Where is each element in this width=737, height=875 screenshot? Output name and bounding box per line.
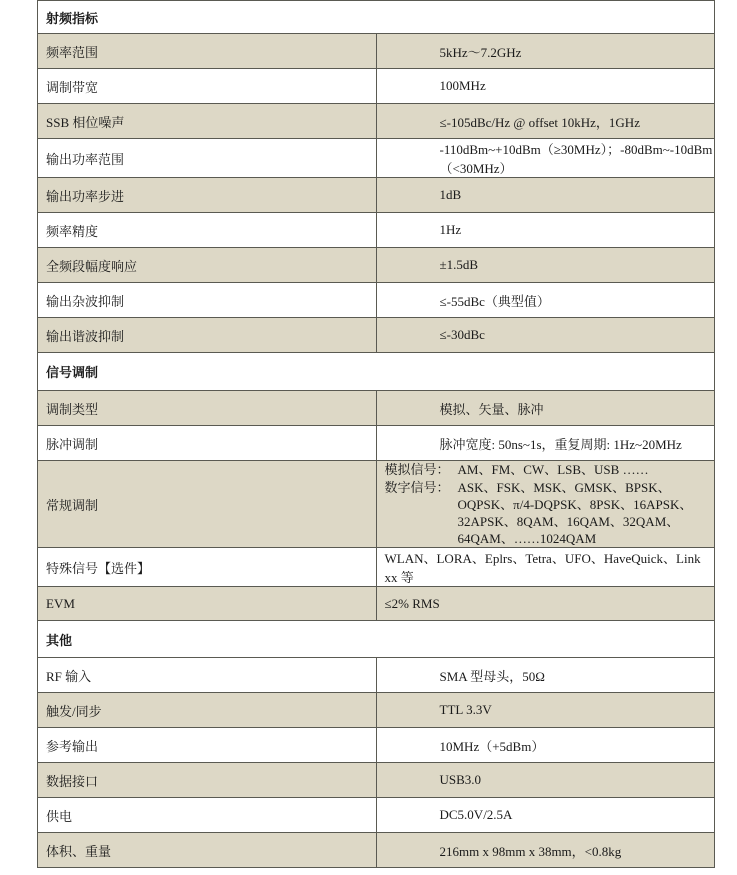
row-label: 全频段幅度响应 <box>38 248 377 283</box>
row-label: EVM <box>38 587 377 621</box>
table-row <box>38 658 715 693</box>
table-row <box>38 728 715 763</box>
table-row <box>38 213 715 248</box>
row-value: TTL 3.3V <box>376 693 715 728</box>
row-value: ≤-105dBc/Hz @ offset 10kHz，1GHz <box>376 104 715 139</box>
analog-signal-label: 模拟信号： <box>384 462 450 477</box>
row-value: WLAN、LORA、Eplrs、Tetra、UFO、HaveQuick、Link xx 等 <box>376 548 715 587</box>
row-label: 供电 <box>38 798 377 833</box>
row-value: 216mm x 98mm x 38mm，<0.8kg <box>376 833 715 868</box>
modulation-list <box>385 461 715 547</box>
row-value: 100MHz <box>376 69 715 104</box>
row-value: ≤-55dBc（典型值） <box>376 283 715 318</box>
row-value <box>376 461 715 548</box>
table-row <box>38 833 715 868</box>
table-row <box>38 426 715 461</box>
row-value: 1dB <box>376 178 715 213</box>
table-row-multiline <box>38 461 715 548</box>
section-header-other <box>38 621 715 658</box>
analog-signal-value: AM、FM、CW、LSB、USB …… <box>457 462 649 477</box>
row-value: ±1.5dB <box>376 248 715 283</box>
row-label: 体积、重量 <box>38 833 377 868</box>
row-label: RF 输入 <box>38 658 377 693</box>
row-label: 输出功率步进 <box>38 178 377 213</box>
row-label: 调制带宽 <box>38 69 377 104</box>
row-value: ≤2% RMS <box>376 587 715 621</box>
row-label: 数据接口 <box>38 763 377 798</box>
row-label: 调制类型 <box>38 391 377 426</box>
row-value: USB3.0 <box>376 763 715 798</box>
row-label: 常规调制 <box>38 461 377 548</box>
row-label: 输出杂波抑制 <box>38 283 377 318</box>
row-label: 脉冲调制 <box>38 426 377 461</box>
section-title: 信号调制 <box>38 353 715 391</box>
row-value: 模拟、矢量、脉冲 <box>376 391 715 426</box>
section-title: 其他 <box>38 621 715 658</box>
section-header-modulation <box>38 353 715 391</box>
row-label: SSB 相位噪声 <box>38 104 377 139</box>
table-row <box>38 69 715 104</box>
row-value: 1Hz <box>376 213 715 248</box>
table-row <box>38 104 715 139</box>
row-value: 脉冲宽度: 50ns~1s，重复周期: 1Hz~20MHz <box>376 426 715 461</box>
spec-table <box>37 0 715 868</box>
table-row <box>38 763 715 798</box>
table-row <box>38 391 715 426</box>
digital-signal-label: 数字信号： <box>384 480 450 495</box>
row-label: 输出功率范围 <box>38 139 377 178</box>
row-label: 特殊信号【选件】 <box>38 548 377 587</box>
table-row <box>38 587 715 621</box>
table-row <box>38 283 715 318</box>
table-row <box>38 139 715 178</box>
row-label: 参考输出 <box>38 728 377 763</box>
table-row <box>38 548 715 587</box>
row-label: 输出谐波抑制 <box>38 318 377 353</box>
section-header-rf <box>38 1 715 34</box>
row-value: 10MHz（+5dBm） <box>376 728 715 763</box>
row-value: DC5.0V/2.5A <box>376 798 715 833</box>
row-value: -110dBm~+10dBm（≥30MHz）；-80dBm~-10dBm（<30MHz） <box>376 139 715 178</box>
row-label: 频率范围 <box>38 34 377 69</box>
table-row <box>38 34 715 69</box>
row-label: 频率精度 <box>38 213 377 248</box>
row-label: 触发/同步 <box>38 693 377 728</box>
row-value: 5kHz～7.2GHz <box>376 34 715 69</box>
table-row <box>38 248 715 283</box>
table-row <box>38 318 715 353</box>
table-row <box>38 693 715 728</box>
row-value: ≤-30dBc <box>376 318 715 353</box>
row-value: SMA 型母头，50Ω <box>376 658 715 693</box>
digital-signal-value: ASK、FSK、MSK、GMSK、BPSK、OQPSK、π/4-DQPSK、8PSK、16APSK、32APSK、8QAM、16QAM、32QAM、64QAM、……1024QAM <box>457 480 693 546</box>
table-row <box>38 178 715 213</box>
table-row <box>38 798 715 833</box>
section-title: 射频指标 <box>38 1 715 34</box>
